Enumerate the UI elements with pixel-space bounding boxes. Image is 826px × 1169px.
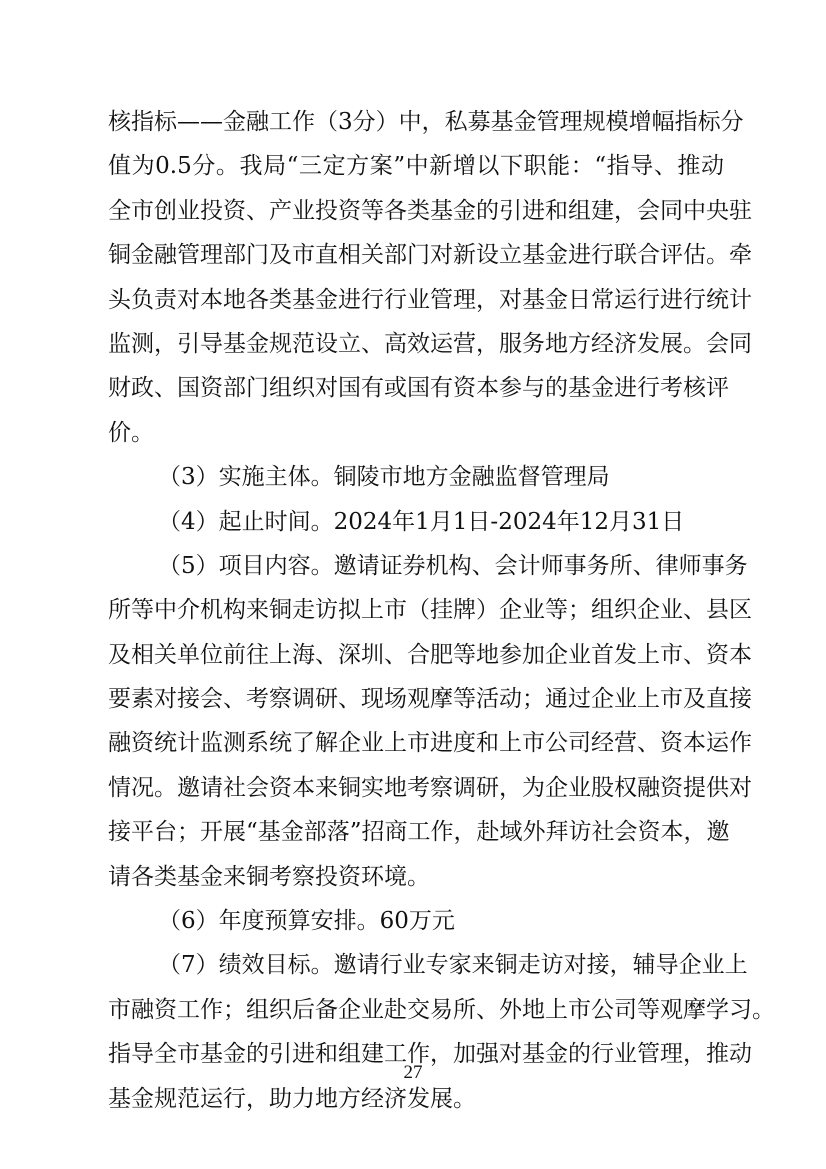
paragraph-line: 基金规范运行，助力地方经济发展。: [108, 1085, 476, 1112]
paragraph-line: 融资统计监测系统了解企业上市进度和上市公司经营、资本运作: [108, 730, 752, 757]
paragraph-line: 全市创业投资、产业投资等各类基金的引进和组建，会同中央驻: [108, 197, 752, 224]
paragraph-line: 头负责对本地各类基金进行行业管理，对基金日常运行进行统计: [108, 286, 752, 313]
paragraph-line: 市融资工作；组织后备企业赴交易所、外地上市公司等观摩学习。: [108, 996, 775, 1023]
paragraph-line: 监测，引导基金规范设立、高效运营，服务地方经济发展。会同: [108, 330, 752, 357]
project-content-line: （5）项目内容。邀请证券机构、会计师事务所、律师事务: [158, 552, 748, 579]
paragraph-line: 值为0.5分。我局“三定方案”中新增以下职能：“指导、推动: [108, 153, 724, 180]
body-text: [108, 100, 775, 1121]
paragraph-line: 核指标——金融工作（3分）中，私募基金管理规模增幅指标分: [108, 109, 744, 135]
paragraph-line: 价。: [108, 419, 154, 446]
paragraph-line: 所等中介机构来铜走访拟上市（挂牌）企业等；组织企业、县区: [108, 597, 752, 624]
paragraph-line: 财政、国资部门组织对国有或国有资本参与的基金进行考核评: [108, 375, 729, 402]
paragraph-line: 及相关单位前往上海、深圳、合肥等地参加企业首发上市、资本: [108, 641, 752, 668]
paragraph-line: 接平台；开展“基金部落”招商工作，赴域外拜访社会资本，邀: [108, 819, 730, 846]
time-period-line: （4）起止时间。2024年1月1日-2024年12月31日: [158, 508, 685, 535]
paragraph-line: 情况。邀请社会资本来铜实地考察调研，为企业股权融资提供对: [108, 774, 752, 801]
budget-line: （6）年度预算安排。60万元: [158, 908, 455, 935]
paragraph-line: 请各类基金来铜考察投资环境。: [108, 863, 430, 890]
page-number: 27: [403, 1062, 423, 1083]
paragraph-line: 指导全市基金的引进和组建工作，加强对基金的行业管理，推动: [108, 1041, 752, 1068]
performance-goal-line: （7）绩效目标。邀请行业专家来铜走访对接，辅导企业上: [158, 952, 748, 979]
implementing-entity-line: （3）实施主体。铜陵市地方金融监督管理局: [158, 464, 610, 491]
paragraph-line: 要素对接会、考察调研、现场观摩等活动；通过企业上市及直接: [108, 686, 752, 713]
paragraph-line: 铜金融管理部门及市直相关部门对新设立基金进行联合评估。牵: [108, 242, 752, 269]
